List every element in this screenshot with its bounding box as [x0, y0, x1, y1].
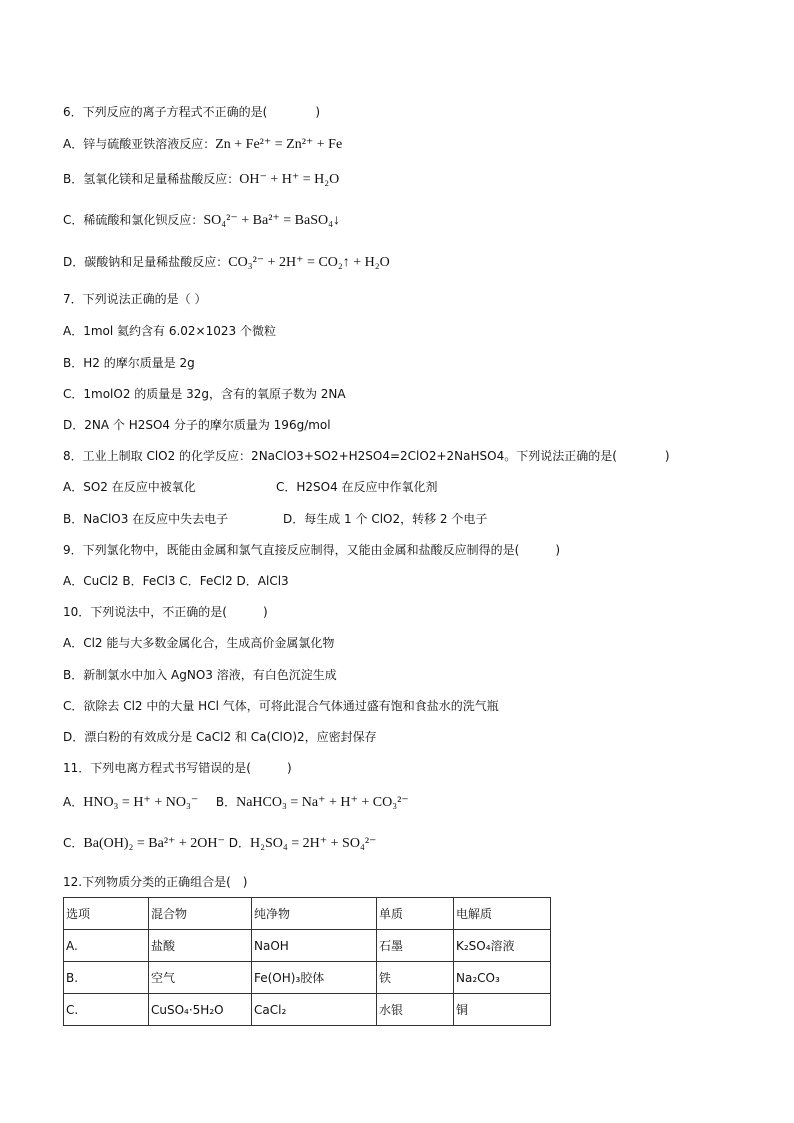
- q7-option-d: D．2NA 个 H2SO4 分子的摩尔质量为 196g/mol: [63, 418, 331, 432]
- q8-option-c: C．H2SO4 在反应中作氧化剂: [276, 480, 438, 494]
- q11-option-a-label: A．: [63, 795, 84, 809]
- table-cell: 水银: [377, 994, 454, 1026]
- q10-option-d: D．漂白粉的有效成分是 CaCl2 和 Ca(ClO)2，应密封保存: [63, 730, 377, 744]
- table-cell: Na₂CO₃: [454, 962, 551, 994]
- table-header-cell: 电解质: [454, 898, 551, 930]
- q6-option-b: [63, 171, 339, 188]
- table-cell: C.: [64, 994, 149, 1026]
- q6-option-b-label: B．氢氧化镁和足量稀盐酸反应：: [63, 172, 240, 186]
- q11-option-c-equation: Ba(OH)₂ = Ba²⁺ + 2OH⁻: [83, 836, 225, 851]
- table-cell: CuSO₄·5H₂O: [149, 994, 252, 1026]
- q8-stem: 8．工业上制取 ClO2 的化学反应：2NaClO3+SO2+H2SO4=2ClO2+2NaHSO4。下列说法正确的是( ): [63, 449, 670, 463]
- table-cell: 石墨: [377, 930, 454, 962]
- table-cell: 铜: [454, 994, 551, 1026]
- q6-option-c-label: C．稀硫酸和氯化钡反应：: [63, 213, 204, 227]
- q12-table: [63, 897, 551, 1026]
- q6-option-a-label: A．锌与硫酸亚铁溶液反应：: [63, 137, 216, 151]
- q8-option-a: A．SO2 在反应中被氧化: [63, 480, 196, 494]
- table-cell: 盐酸: [149, 930, 252, 962]
- q6-option-b-equation: OH⁻ + H⁺ = H₂O: [239, 172, 340, 187]
- table-cell: A.: [64, 930, 149, 962]
- q6-option-a: [63, 136, 342, 153]
- table-header-cell: 选项: [64, 898, 149, 930]
- q9-options: A．CuCl2 B．FeCl3 C．FeCl2 D．AlCl3: [63, 574, 289, 588]
- q10-option-a: A．Cl2 能与大多数金属化合，生成高价金属氯化物: [63, 636, 335, 650]
- q11-row-cd: [63, 835, 376, 852]
- q7-option-b: B．H2 的摩尔质量是 2g: [63, 356, 195, 370]
- q7-option-c: C．1molO2 的质量是 32g，含有的氧原子数为 2NA: [63, 387, 346, 401]
- q6-stem: 6．下列反应的离子方程式不正确的是( ): [63, 105, 320, 119]
- table-cell: Fe(OH)₃胶体: [252, 962, 377, 994]
- q12-stem: 12.下列物质分类的正确组合是( ): [63, 875, 248, 889]
- q11-option-c-label: C．: [63, 836, 84, 850]
- q7-stem: 7．下列说法正确的是（ ）: [63, 292, 207, 306]
- q11-stem: 11．下列电离方程式书写错误的是( ): [63, 761, 292, 775]
- q11-option-a-equation: HNO₃ = H⁺ + NO₃⁻: [83, 795, 199, 810]
- q11-option-d-label: D．: [228, 836, 250, 850]
- q6-option-a-equation: Zn + Fe²⁺ = Zn²⁺ + Fe: [215, 137, 343, 152]
- table-header-cell: 混合物: [149, 898, 252, 930]
- q6-option-c: [63, 212, 340, 229]
- table-header-cell: 单质: [377, 898, 454, 930]
- q6-option-d-label: D．碳酸钠和足量稀盐酸反应：: [63, 255, 229, 269]
- table-row: [64, 994, 551, 1026]
- q6-option-c-equation: SO₄²⁻ + Ba²⁺ = BaSO₄↓: [203, 213, 341, 228]
- q11-option-b-equation: NaHCO₃ = Na⁺ + H⁺ + CO₃²⁻: [236, 795, 409, 810]
- q11-row-ab: [63, 794, 409, 811]
- table-header-row: [64, 898, 551, 930]
- q7-option-a: A．1mol 氦约含有 6.02×1023 个微粒: [63, 324, 276, 338]
- table-header-cell: 纯净物: [252, 898, 377, 930]
- table-cell: B.: [64, 962, 149, 994]
- q10-option-b: B．新制氯水中加入 AgNO3 溶液，有白色沉淀生成: [63, 668, 337, 682]
- q11-option-b-label: B．: [215, 795, 237, 809]
- table-cell: 铁: [377, 962, 454, 994]
- table-row: [64, 930, 551, 962]
- q6-option-d: [63, 254, 390, 271]
- table-cell: CaCl₂: [252, 994, 377, 1026]
- q10-stem: 10．下列说法中，不正确的是( ): [63, 605, 268, 619]
- q11-option-d-equation: H₂SO₄ = 2H⁺ + SO₄²⁻: [250, 836, 377, 851]
- q9-stem: 9．下列氯化物中，既能由金属和氯气直接反应制得，又能由金属和盐酸反应制得的是( ): [63, 543, 561, 557]
- q8-option-d: D．每生成 1 个 ClO2，转移 2 个电子: [283, 512, 488, 526]
- table-cell: 空气: [149, 962, 252, 994]
- q10-option-c: C．欲除去 Cl2 中的大量 HCl 气体，可将此混合气体通过盛有饱和食盐水的洗气瓶: [63, 699, 499, 713]
- table-row: [64, 962, 551, 994]
- table-cell: K₂SO₄溶液: [454, 930, 551, 962]
- q6-option-d-equation: CO₃²⁻ + 2H⁺ = CO₂↑ + H₂O: [228, 255, 390, 270]
- q8-option-b: B．NaClO3 在反应中失去电子: [63, 512, 229, 526]
- table-cell: NaOH: [252, 930, 377, 962]
